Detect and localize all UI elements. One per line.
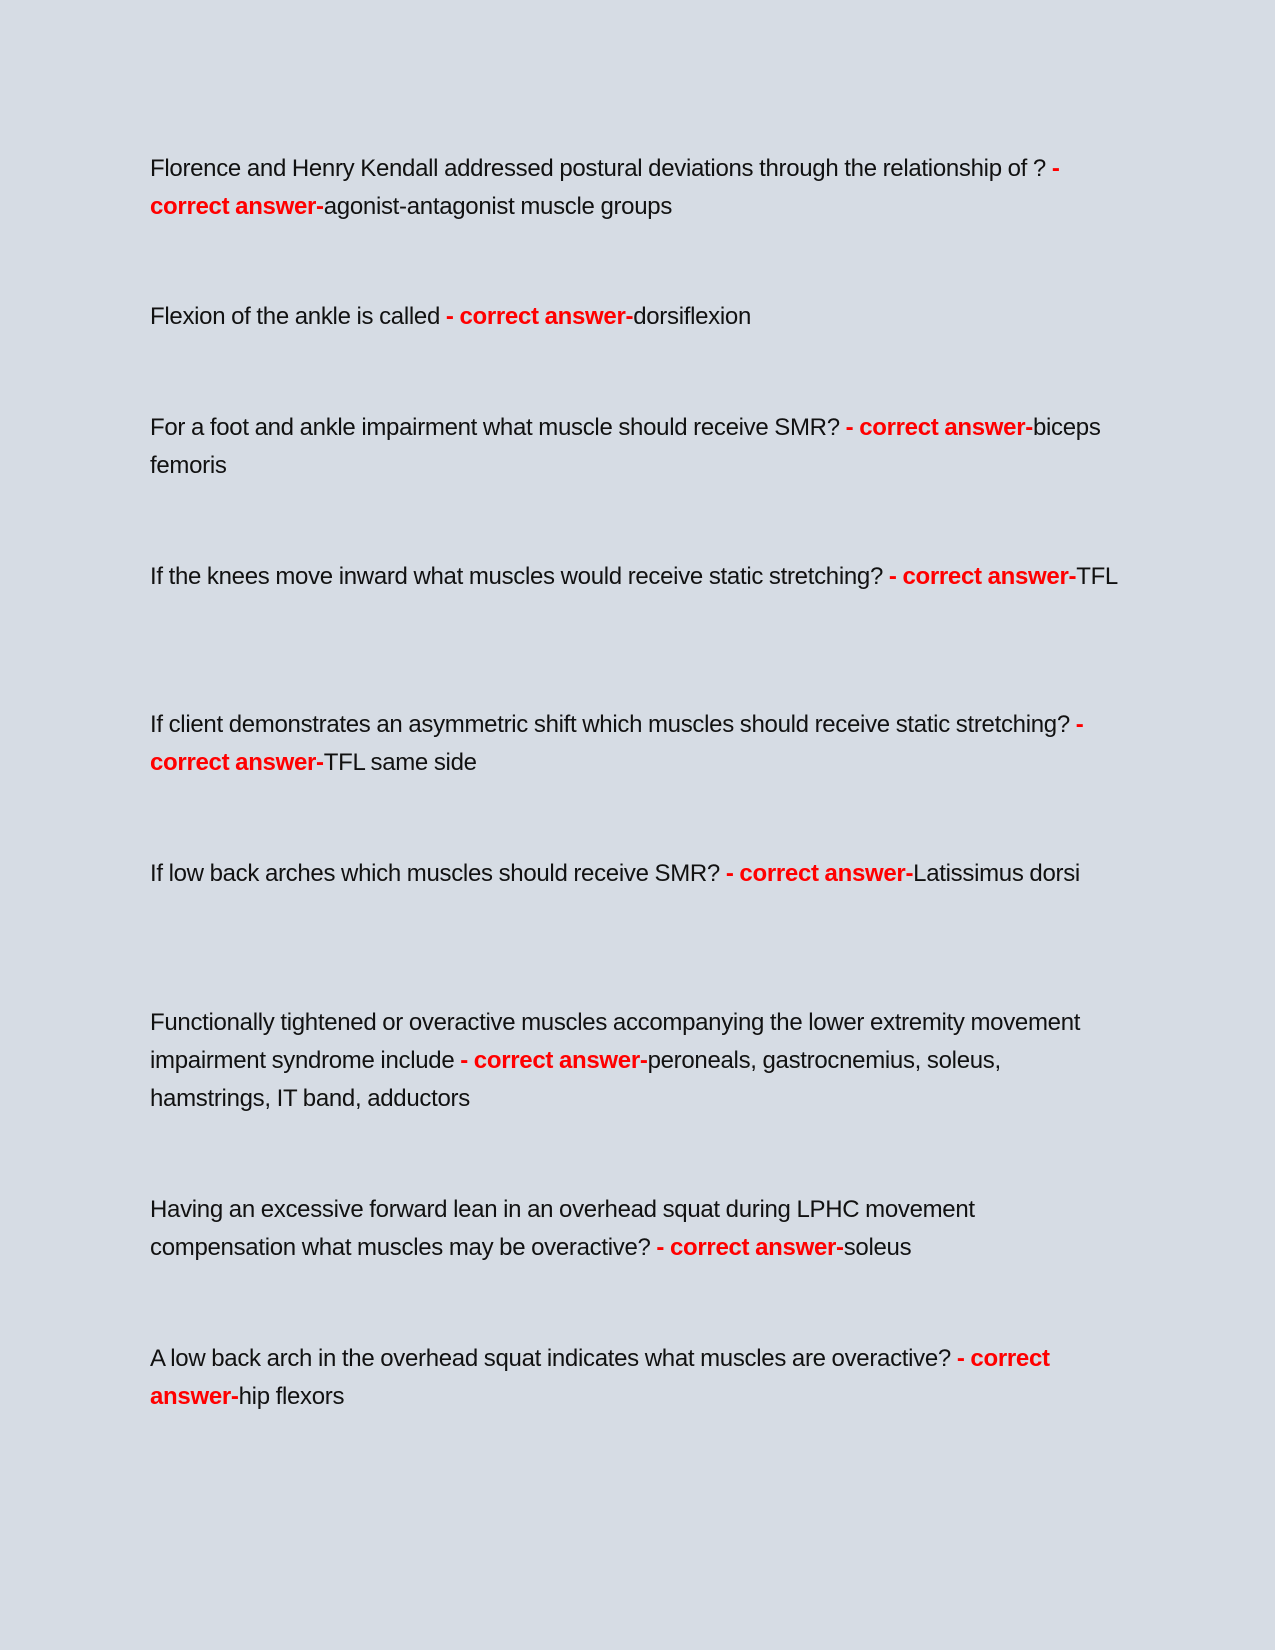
qa-item bbox=[150, 706, 1120, 782]
answer-text: hip flexors bbox=[238, 1383, 345, 1410]
correct-answer-marker: - correct answer- bbox=[883, 563, 1077, 590]
qa-item bbox=[150, 1004, 1120, 1118]
qa-item bbox=[150, 1191, 1120, 1267]
qa-item bbox=[150, 558, 1120, 596]
answer-text: soleus bbox=[843, 1234, 912, 1261]
answer-text: agonist-antagonist muscle groups bbox=[323, 193, 673, 220]
qa-item bbox=[150, 150, 1120, 226]
correct-answer-marker: - correct answer- bbox=[650, 1234, 844, 1261]
question-text: A low back arch in the overhead squat indicates what muscles are overactive? bbox=[150, 1345, 951, 1372]
correct-answer-marker: - correct answer- bbox=[454, 1047, 648, 1074]
correct-answer-marker: - correct answer- bbox=[719, 860, 914, 887]
question-text: For a foot and ankle impairment what muscle should receive SMR? bbox=[150, 414, 840, 441]
correct-answer-marker: - correct answer- bbox=[150, 1345, 1050, 1410]
correct-answer-marker: - correct answer- bbox=[150, 711, 1084, 776]
correct-answer-marker: - correct answer- bbox=[839, 414, 1033, 441]
correct-answer-marker: - correct answer- bbox=[150, 155, 1060, 220]
question-text: If the knees move inward what muscles would receive static stretching? bbox=[150, 563, 884, 590]
answer-text: TFL same side bbox=[323, 749, 477, 776]
question-text: If client demonstrates an asymmetric shift which muscles should receive static stretching? bbox=[150, 711, 1070, 738]
qa-item bbox=[150, 409, 1120, 485]
question-text: Having an excessive forward lean in an overhead squat during LPHC movement compensation what muscles may be overactive? bbox=[150, 1196, 975, 1261]
question-text: If low back arches which muscles should receive SMR? bbox=[150, 860, 720, 887]
question-text: Florence and Henry Kendall addressed postural deviations through the relationship of ? bbox=[150, 155, 1046, 182]
answer-text: biceps femoris bbox=[150, 414, 1101, 479]
correct-answer-marker: - correct answer- bbox=[440, 303, 634, 330]
qa-item bbox=[150, 298, 1120, 336]
answer-text: dorsiflexion bbox=[633, 303, 751, 330]
question-text: Flexion of the ankle is called bbox=[150, 303, 441, 330]
answer-text: Latissimus dorsi bbox=[913, 860, 1080, 887]
qa-item bbox=[150, 1340, 1120, 1416]
question-text: Functionally tightened or overactive muscles accompanying the lower extremity movement impairment syndrome include bbox=[150, 1009, 1081, 1074]
qa-item bbox=[150, 855, 1120, 893]
answer-text: TFL bbox=[1076, 563, 1118, 590]
answer-text: peroneals, gastrocnemius, soleus, hamstrings, IT band, adductors bbox=[150, 1047, 1001, 1112]
